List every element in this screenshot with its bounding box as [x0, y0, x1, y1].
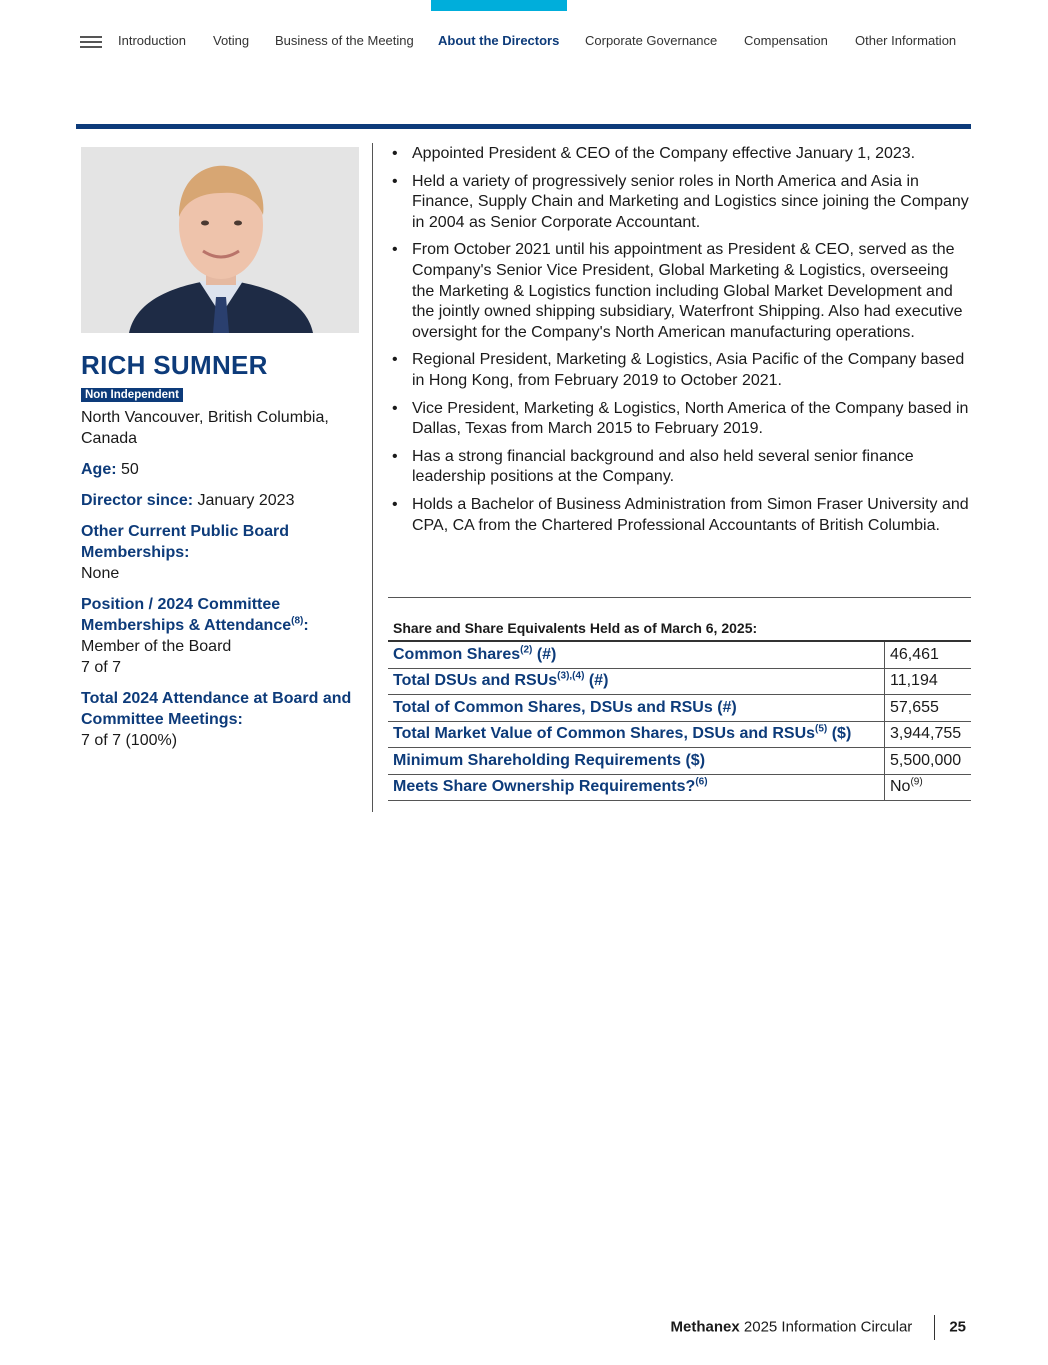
position-value: Member of the Board [81, 638, 232, 655]
row-value-text: 3,944,755 [890, 725, 962, 743]
total-attendance [81, 688, 361, 751]
shares-row-value [885, 774, 972, 801]
row-label-text: Minimum Shareholding Requirements ($) [393, 751, 706, 769]
bio-item: • Has a strong financial background and also held several senior finance leadership positions at the Company. [391, 447, 971, 488]
position-label [81, 596, 309, 634]
row-label-suffix: ($) [827, 725, 852, 743]
director-since-label: Director since: [81, 492, 194, 509]
director-age [81, 459, 361, 480]
row-value-text: 57,655 [890, 698, 939, 716]
value-footnote: (9) [910, 776, 923, 788]
committee-memberships [81, 594, 361, 678]
row-value-text: 11,194 [890, 672, 938, 690]
column-divider [372, 143, 373, 812]
top-navigation [80, 33, 968, 51]
page-number: 25 [949, 1318, 966, 1336]
shares-row-label [388, 641, 885, 668]
public-board-memberships [81, 521, 361, 584]
bio-item: • Vice President, Marketing & Logistics, North America of the Company based in Dallas, Texas from March 2015 to February 2019. [391, 399, 971, 440]
position-label-colon: : [303, 617, 309, 634]
bio-item: • Regional President, Marketing & Logistics, Asia Pacific of the Company based in Hong Kong, from February 2019 to October 2021. [391, 350, 971, 391]
page-footer [671, 1315, 966, 1340]
independence-badge: Non Independent [81, 388, 183, 402]
shares-row-value [885, 721, 972, 748]
row-label-text: Meets Share Ownership Requirements? [393, 778, 696, 796]
age-label: Age: [81, 461, 117, 478]
nav-corporate-governance[interactable]: Corporate Governance [585, 33, 718, 48]
shares-table [388, 640, 971, 801]
shares-table-title: Share and Share Equivalents Held as of March 6, 2025: [393, 620, 758, 636]
row-label-text: Total of Common Shares, DSUs and RSUs (#) [393, 698, 737, 716]
menu-icon[interactable] [80, 36, 102, 50]
table-row [388, 695, 971, 722]
row-value-text: No [890, 778, 911, 796]
director-profile [81, 147, 361, 761]
director-biography [391, 144, 971, 543]
bio-item: • From October 2021 until his appointment as President & CEO, served as the Company's Senior Vice President, Global Marketing & Logistics, overseeing the Marketing & Logistics function including Global Market Development and the jointly owned shipping subsidiary, Waterfront Shipping. Also had executive oversight for the Company's North American manufacturing operations. [391, 240, 971, 343]
nav-introduction[interactable]: Introduction [118, 33, 186, 48]
nav-about-the-directors[interactable]: About the Directors [438, 33, 560, 48]
position-label-text: Position / 2024 Committee Memberships & Attendance [81, 596, 292, 634]
shares-row-label [388, 748, 885, 775]
director-photo [81, 147, 359, 333]
table-row [388, 641, 971, 668]
row-label-text: Total Market Value of Common Shares, DSUs and RSUs [393, 725, 816, 743]
total-attendance-value: 7 of 7 (100%) [81, 732, 178, 749]
shares-row-value [885, 748, 972, 775]
row-label-suffix: (#) [532, 645, 557, 663]
row-footnote: (2) [520, 644, 533, 656]
footer-separator [934, 1315, 935, 1340]
row-value-text: 5,500,000 [890, 751, 962, 769]
bio-item: • Holds a Bachelor of Business Administration from Simon Fraser University and CPA, CA from the Chartered Professional Accountants of British Columbia. [391, 495, 971, 536]
total-attendance-label: Total 2024 Attendance at Board and Committee Meetings: [81, 690, 352, 728]
row-footnote: (5) [815, 723, 828, 735]
shares-row-label [388, 774, 885, 801]
section-divider [76, 124, 971, 129]
bio-item: • Appointed President & CEO of the Company effective January 1, 2023. [391, 144, 971, 165]
age-value: 50 [121, 461, 139, 478]
shares-row-value [885, 668, 972, 695]
public-boards-value: None [81, 565, 120, 582]
table-row [388, 748, 971, 775]
footer-brand: Methanex [670, 1318, 740, 1336]
public-boards-label: Other Current Public Board Memberships: [81, 523, 290, 561]
director-location: North Vancouver, British Columbia, Canada [81, 409, 329, 447]
row-footnote: (3),(4) [557, 670, 585, 682]
shares-divider [388, 597, 971, 598]
shares-row-label [388, 668, 885, 695]
position-attendance: 7 of 7 [81, 659, 122, 676]
shares-row-label [388, 695, 885, 722]
shares-row-label [388, 721, 885, 748]
table-row [388, 668, 971, 695]
row-label-text: Common Shares [393, 645, 521, 663]
table-row [388, 774, 971, 801]
nav-voting[interactable]: Voting [213, 33, 250, 48]
position-footnote: (8) [291, 615, 304, 627]
row-value-text: 46,461 [890, 645, 939, 663]
nav-compensation[interactable]: Compensation [744, 33, 828, 48]
director-since [81, 490, 361, 511]
shares-row-value [885, 695, 972, 722]
director-since-value: January 2023 [197, 492, 295, 509]
active-section-indicator [431, 0, 567, 11]
table-row [388, 721, 971, 748]
nav-business-of-the-meeting[interactable]: Business of the Meeting [275, 33, 414, 48]
director-name: RICH SUMNER [81, 350, 268, 380]
nav-other-information[interactable]: Other Information [855, 33, 957, 48]
bio-item: • Held a variety of progressively senior roles in North America and Asia in Finance, Supply Chain and Marketing and Logistics since joining the Company in 2004 as Senior Corporate Accountant. [391, 172, 971, 234]
row-label-text: Total DSUs and RSUs [393, 672, 558, 690]
shares-row-value [885, 641, 972, 668]
row-footnote: (6) [695, 776, 708, 788]
row-label-suffix: (#) [584, 672, 609, 690]
footer-document-title: 2025 Information Circular [743, 1318, 913, 1336]
